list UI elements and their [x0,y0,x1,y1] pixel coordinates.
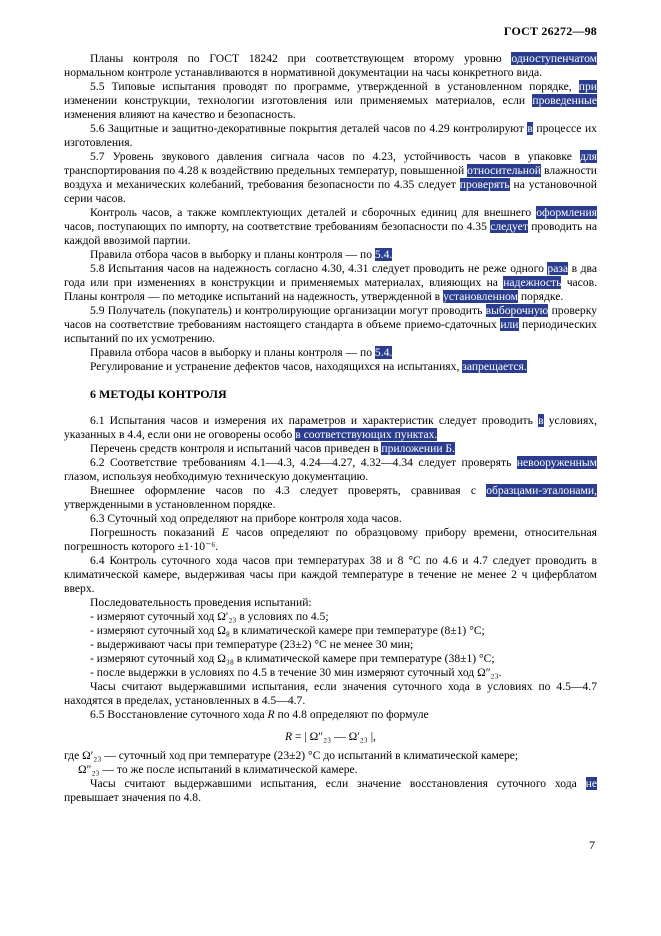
paragraph [64,526,597,554]
highlighted-text: для [579,150,597,163]
section-heading [64,387,597,401]
highlighted-text: 5.4. [374,346,393,359]
paragraph [64,262,597,304]
text-run: часов определяют по образцовому прибору времени, относительная погрешность которого ±1·10⁻⁶. [64,526,598,553]
text-run: нормальном контроле устанавливаются в нормативной документации на часы конкретного вида. [64,66,543,79]
text-run: часов. Планы контроля — по методике испытаний на надежность, утвержденной в [64,276,597,303]
formula [64,730,597,744]
paragraph [64,763,597,777]
paragraph [64,206,597,248]
text-run: изменении конструкции, технологии изготовления или применяемых материалов, если [64,94,533,107]
text-run: - после выдержки в условиях по 4.5 в течение 30 мин измеряют суточный ход Ω″₂₃. [90,666,502,679]
list-item [64,624,597,638]
text-run: 6.2 Соответствие требованиям 4.1—4.3, 4.24—4.27, 4.32—4.34 следует проверять [90,456,517,469]
text-run: 6.3 Суточный ход определяют на приборе контроля хода часов. [90,512,402,525]
paragraph [64,456,597,484]
paragraph [64,304,597,346]
document-header-standard-number: ГОСТ 26272—98 [503,24,597,38]
text-run: - выдерживают часы при температуре (23±2) °С не менее 30 мин; [90,638,414,651]
text-run: проводить на каждой ввозимой партии. [64,220,598,247]
highlighted-text: 5.4. [374,248,393,261]
highlighted-text: или [500,318,519,331]
text-run: 5.8 Испытания часов на надежность согласно 4.30, 4.31 следует проводить не реже одного [90,262,548,275]
text-run: процессе их изготовления. [64,122,597,149]
text-run: Последовательность проведения испытаний: [90,596,312,609]
text-run: Правила отбора часов в выборку и планы контроля — по [90,248,375,261]
highlighted-text: выборочную [485,304,549,317]
text-run: - измеряют суточный ход Ω₃₈ в климатической камере при температуре (38±1) °С; [90,652,495,665]
text-run: R [267,708,275,721]
text-run: часов, поступающих по импорту, на соответствие требованиям безопасности по 4.35 [64,220,491,233]
text-run: изменения влияют на качество и безопасность. [64,108,296,121]
paragraph [64,596,597,610]
paragraph [64,484,597,512]
text-run: R [285,730,293,743]
paragraph [64,777,597,805]
text-run: 5.5 Типовые испытания проводят по программе, утвержденной в установленном порядке, [90,80,579,93]
paragraph [64,346,597,360]
text-run: 6.5 Восстановление суточного хода [90,708,268,721]
text-run: 6 МЕТОДЫ КОНТРОЛЯ [90,387,227,401]
text-run: в два года или при изменениях в конструкции и применяемых материалах, влияющих на [64,262,597,289]
highlighted-text: следует [490,220,528,233]
paragraph [64,122,597,150]
text-run: 5.9 Получатель (покупатель) и контролирующие организации могут проводить [90,304,486,317]
highlighted-text: не [585,777,597,790]
highlighted-text: относительной [467,164,542,177]
text-run: Контроль часов, а также комплектующих деталей и сборочных единиц для внешнего [90,206,537,219]
highlighted-text: в [527,122,533,135]
highlighted-text: в соответствующих пунктах. [295,428,438,441]
text-run: по 4.8 определяют по формуле [274,708,429,721]
paragraph [64,554,597,596]
paragraph [64,512,597,526]
paragraph [64,248,597,262]
highlighted-text: проведенные [532,94,597,107]
text-run: утвержденными в установленном порядке. [64,498,276,511]
highlighted-text: в [538,414,544,427]
text-run: 5.7 Уровень звукового давления сигнала часов по 4.23, устойчивость часов в упаковке [90,150,580,163]
highlighted-text: надежность [503,276,562,289]
page-number: 7 [589,838,595,852]
text-run: Часы считают выдержавшими испытания, если значения суточного хода в условиях по 4.5—4.7 находятся в пределах, установленных в 4.5—4.7. [64,680,597,707]
highlighted-text: образцами-эталонами, [486,484,597,497]
text-run: периодических испытаний по их усмотрению. [64,318,597,345]
text-run: Внешнее оформление часов по 4.3 следует проверять, сравнивая с [90,484,487,497]
text-run: Е [221,526,229,539]
highlighted-text: проверять [459,178,510,191]
text-run: условиях, указанных в 4.4, если они не оговорены особо [64,414,597,441]
text-run: 5.6 Защитные и защитно-декоративные покрытия деталей часов по 4.29 контролируют [90,122,528,135]
text-run: Регулирование и устранение дефектов часов, находящихся на испытаниях, [90,360,463,373]
text-run: Часы считают выдержавшими испытания, если значение восстановления суточного хода [90,777,586,790]
highlighted-text: запрещается. [462,360,527,373]
list-item [64,666,597,680]
paragraph [64,80,597,122]
paragraph [64,414,597,442]
text-run: где Ω′₂₃ — суточный ход при температуре (23±2) °С до испытаний в климатической камере; [64,749,519,762]
highlighted-text: установленном [443,290,518,303]
text-run: влажности воздуха и механических колебаний, требования безопасности по 4.35 следует [64,164,597,191]
text-run: Погрешность показаний [90,526,222,539]
text-run: проверку часов на соответствие требованиям настоящего стандарта в объеме приемо-сдаточных [64,304,597,331]
list-item [64,652,597,666]
document-content [64,52,597,805]
paragraph [64,52,597,80]
paragraph [64,708,597,722]
text-run: порядке. [517,290,564,303]
paragraph [64,442,597,456]
text-run: транспортирования по 4.28 к воздействию предельных температур, повышенной [64,164,468,177]
list-item [64,638,597,652]
highlighted-text: оформления [536,206,597,219]
text-run: Правила отбора часов в выборку и планы контроля — по [90,346,375,359]
text-run: Перечень средств контроля и испытаний часов приведен в [90,442,382,455]
paragraph [64,749,597,763]
highlighted-text: приложении Б. [381,442,455,455]
text-run: превышает значения по 4.8. [64,791,201,804]
text-run: Ω″₂₃ — то же после испытаний в климатической камере. [78,763,358,776]
text-run: - измеряют суточный ход Ω₈ в климатической камере при температуре (8±1) °С; [90,624,485,637]
text-run: глазом, используя необходимую техническую документацию. [64,470,369,483]
paragraph [64,150,597,206]
paragraph [64,360,597,374]
list-item [64,610,597,624]
text-run: 6.4 Контроль суточного хода часов при температурах 38 и 8 °С по 4.6 и 4.7 следует проводить в климатической камере, выдерживая часы при каждой температуре в течение не менее 2 ч циферблатом вверх. [64,554,597,595]
highlighted-text: одноступенчатом [511,52,597,65]
highlighted-text: невооруженным [516,456,597,469]
text-run: Планы контроля по ГОСТ 18242 при соответствующем второму уровню [90,52,512,65]
paragraph [64,680,597,708]
highlighted-text: раза [547,262,569,275]
text-run: на установочной серии часов. [64,178,597,205]
text-run: - измеряют суточный ход Ω′₂₃ в условиях по 4.5; [90,610,329,623]
text-run: 6.1 Испытания часов и измерения их параметров и характеристик следует проводить [90,414,539,427]
text-run: = | Ω″₂₃ — Ω′₂₃ |, [292,730,376,743]
highlighted-text: при [578,80,597,93]
